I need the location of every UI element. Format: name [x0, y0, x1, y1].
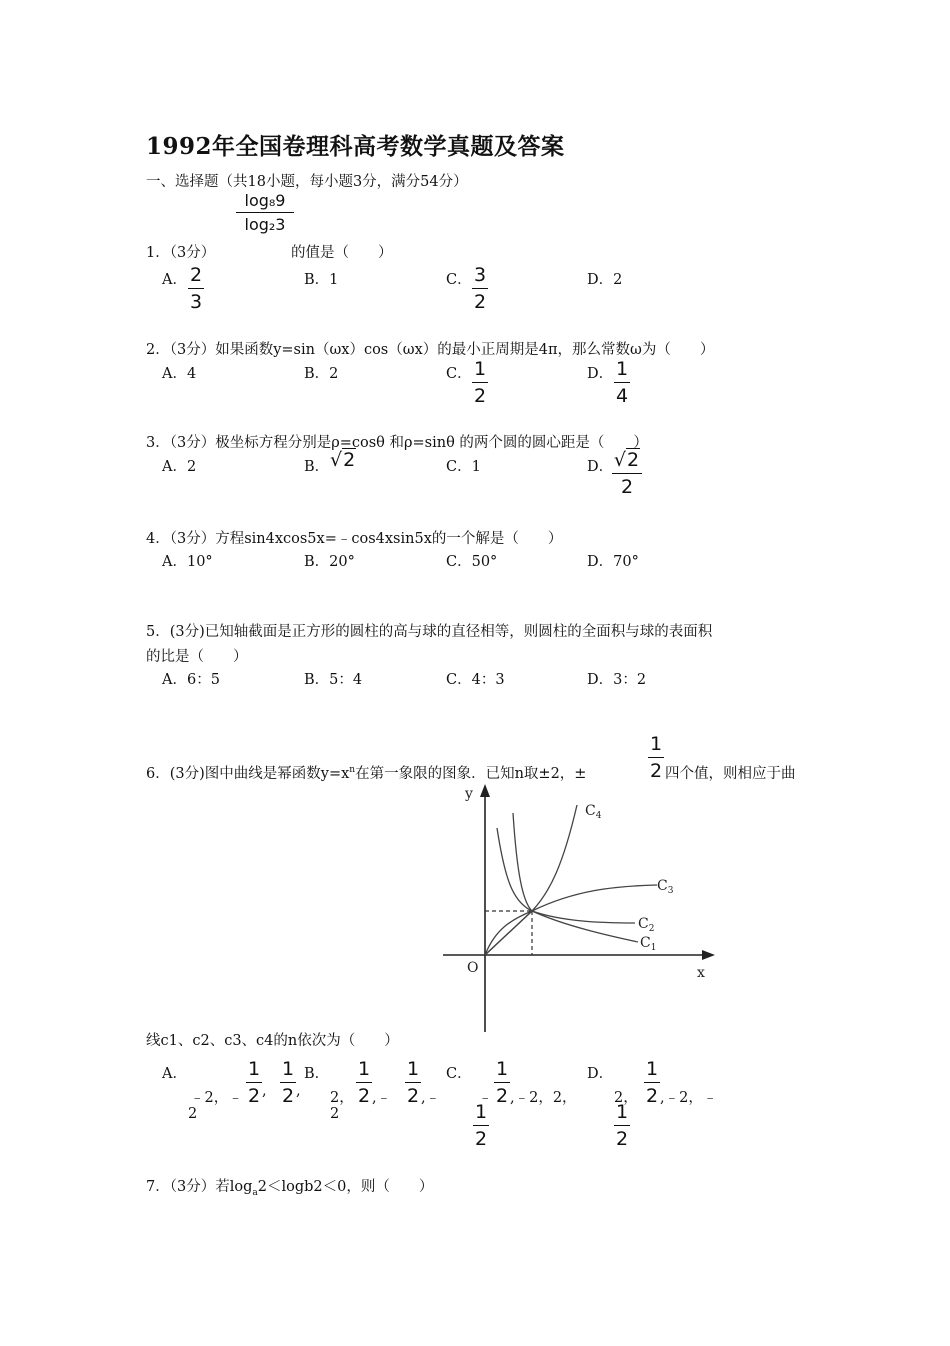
- q6-option-b-tail: ,﹣: [421, 1090, 441, 1106]
- q6-option-a-line2: 2: [188, 1106, 198, 1122]
- curve-c1: [497, 828, 638, 942]
- q6-option-d-fraction-2: 1 2: [645, 1058, 659, 1107]
- q3-option-d-label: D．: [587, 459, 614, 475]
- q2-option-c-fraction: 1 2: [473, 358, 487, 407]
- q6-option-d-fraction-1: 1 2: [615, 1101, 629, 1150]
- q6-option-d-text: 2，: [614, 1090, 638, 1106]
- q2-stem: 2．（3分）如果函数y=sin（ωx）cos（ωx）的最小正周期是4π，那么常数ω为（ ）: [146, 342, 715, 358]
- x-axis-arrow: [702, 950, 715, 960]
- q2-option-a: A．4: [162, 366, 197, 382]
- x-axis-label: x: [697, 965, 705, 981]
- q1-option-b: B．1: [304, 272, 339, 288]
- power-function-graph: [435, 780, 725, 1035]
- q6-option-a-comma-1: ,: [262, 1083, 267, 1099]
- q1-fraction: log₈9 log₂3: [236, 193, 294, 233]
- c3-label: $C_3$: [657, 878, 674, 896]
- q6-option-a-fraction-2: 1 2: [281, 1058, 295, 1107]
- q6-option-b-sep: ,﹣: [372, 1090, 392, 1106]
- q6-option-c-label: C．: [446, 1066, 472, 1082]
- q2-option-b: B．2: [304, 366, 339, 382]
- q4-option-a: A．10°: [162, 554, 213, 570]
- question-7-stem: 7．（3分）若$\log_a2<\log b2<0$，则（ ）: [146, 1179, 434, 1198]
- q3-option-b-label: B．: [304, 459, 330, 475]
- c2-label: $C_2$: [638, 916, 655, 934]
- q1-option-c-label: C．: [446, 272, 472, 288]
- q3-option-d-fraction: √2 2: [612, 451, 642, 497]
- line-through-origin: [485, 911, 532, 955]
- q5-option-c: C．4：3: [446, 672, 505, 688]
- q6-option-b-fraction-2: 1 2: [406, 1058, 420, 1107]
- q6-option-a-comma-2: ,: [296, 1083, 301, 1099]
- q3-option-b-sqrt: √2: [330, 449, 356, 471]
- q5-option-a: A．6：5: [162, 672, 220, 688]
- q6-option-a-text: ﹣2，﹣: [190, 1090, 243, 1106]
- origin-label: O: [467, 960, 479, 976]
- q3-stem: 3．（3分）极坐标方程分别是ρ=cosθ 和ρ=sinθ 的两个圆的圆心距是（ ）: [146, 435, 648, 451]
- q1-number: 1．（3分）: [146, 245, 216, 261]
- q1-stem: 的值是（ ）: [291, 245, 393, 261]
- q6-option-a-label: A．: [162, 1066, 187, 1082]
- c4-label: $C_4$: [585, 803, 602, 821]
- q6-stem-line2: 线c1、c2、c3、c4的n依次为（ ）: [146, 1033, 399, 1049]
- q1-option-d: D．2: [587, 272, 623, 288]
- q4-option-c: C．50°: [446, 554, 498, 570]
- q6-stem-line1: 6．(3分)图中曲线是幂函数$y=x^n$在第一象限的图象．已知n取±2，±: [146, 765, 587, 782]
- q6-option-d-tail: ,﹣2，﹣: [660, 1090, 718, 1106]
- q6-option-c-minus: ﹣: [478, 1090, 493, 1106]
- q5-option-d: D．3：2: [587, 672, 647, 688]
- q6-option-b-fraction-1: 1 2: [357, 1058, 371, 1107]
- q1-option-c-fraction: 3 2: [473, 264, 487, 313]
- curve-c2: [513, 813, 635, 923]
- q6-stem-fraction: 1 2: [649, 733, 663, 782]
- q6-option-b-label: B．: [304, 1066, 330, 1082]
- page-title: 1992年全国卷理科高考数学真题及答案: [146, 133, 565, 160]
- q4-option-b: B．20°: [304, 554, 355, 570]
- q6-option-c-tail: ,﹣2，2，: [510, 1090, 577, 1106]
- q3-option-c: C．1: [446, 459, 481, 475]
- q1-option-a-label: A．: [162, 272, 187, 288]
- q6-option-b-text: 2，: [330, 1090, 354, 1106]
- q2-option-d-fraction: 1 4: [615, 358, 629, 407]
- c1-label: $C_1$: [640, 935, 657, 953]
- q6-option-c-fraction-1: 1 2: [474, 1101, 488, 1150]
- q3-option-a: A．2: [162, 459, 197, 475]
- q6-stem-line1-end: 四个值，则相应于曲: [665, 766, 796, 782]
- q5-stem-line2: 的比是（ ）: [146, 649, 248, 665]
- q2-option-d-label: D．: [587, 366, 614, 382]
- section-header: 一、选择题（共18小题，每小题3分，满分54分）: [146, 174, 468, 190]
- q1-option-a-fraction: 2 3: [189, 264, 203, 313]
- y-axis-arrow: [480, 784, 490, 797]
- q5-stem-line1: 5．(3分)已知轴截面是正方形的圆柱的高与球的直径相等，则圆柱的全面积与球的表面积: [146, 624, 713, 640]
- q6-option-c-fraction-2: 1 2: [495, 1058, 509, 1107]
- y-axis-label: y: [465, 786, 473, 802]
- q2-option-c-label: C．: [446, 366, 472, 382]
- q4-stem: 4．（3分）方程sin4xcos5x=﹣cos4xsin5x的一个解是（ ）: [146, 531, 563, 547]
- q6-option-b-line2: 2: [330, 1106, 340, 1122]
- q4-option-d: D．70°: [587, 554, 639, 570]
- q6-option-d-label: D．: [587, 1066, 614, 1082]
- q5-option-b: B．5：4: [304, 672, 363, 688]
- q6-option-a-fraction-1: 1 2: [247, 1058, 261, 1107]
